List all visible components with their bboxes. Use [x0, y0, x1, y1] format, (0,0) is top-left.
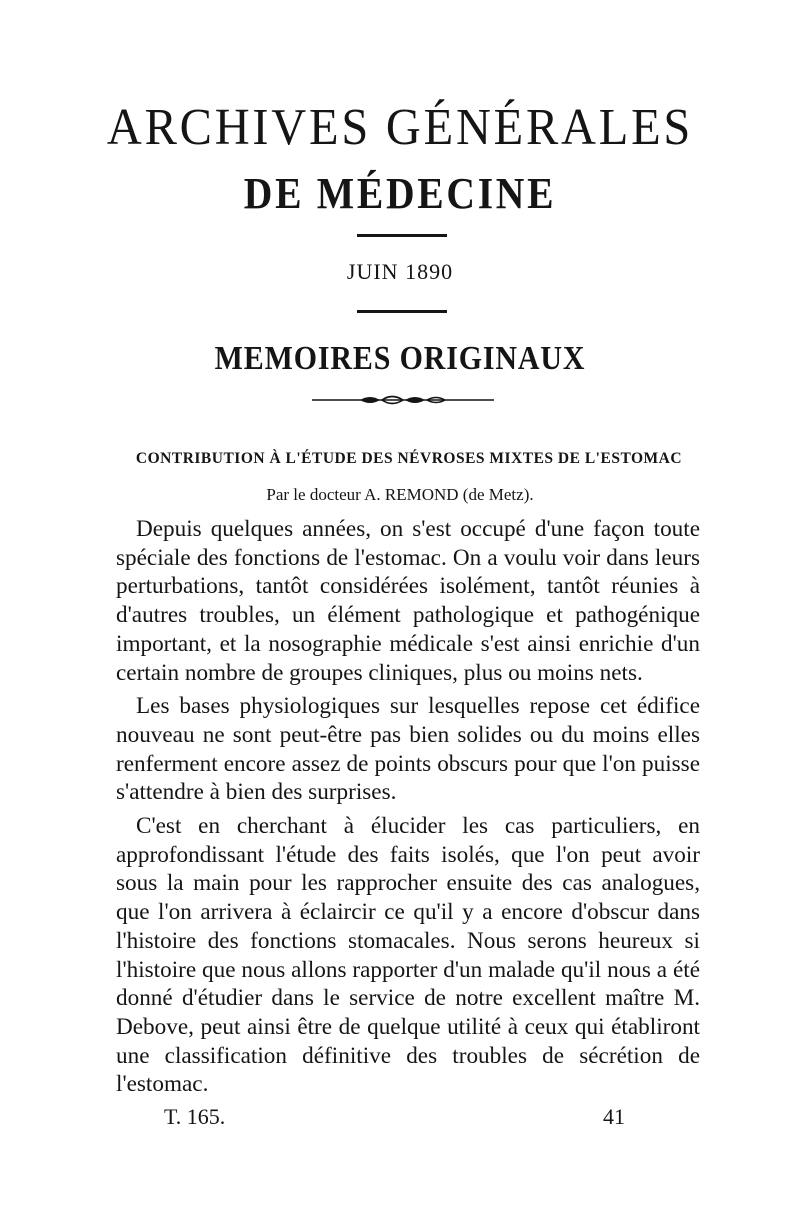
body-paragraph: Les bases physiologiques sur lesquelles repose cet édifice nouveau ne sont peut-être pas bien solides ou du moins elles renferment encore assez de points obscurs pour que l'on puisse s'attendre à bien des surprises.: [116, 693, 700, 806]
body-paragraph: C'est en cherchant à élucider les cas particuliers, en approfondissant l'étude des faits isolés, que l'on peut avoir sous la main pour les rapprocher ensuite des cas analogues, que l'on arrivera à éclaircir ce qu'il y a encore d'obscur dans l'histoire des fonctions stomacales. Nous serons heureux si l'histoire que nous allons rapporter d'un malade qu'il nous a été donné d'étudier dans le service de notre excellent maître M. Debove, peut ainsi être de quelque utilité à ceux qui établiront une classification définitive des troubles de sécrétion de l'estomac.: [116, 813, 700, 1098]
journal-title: ARCHIVES GÉNÉRALES: [106, 99, 694, 156]
article-body: [116, 515, 700, 1104]
article-title: CONTRIBUTION À L'ÉTUDE DES NÉVROSES MIXTES DE L'ESTOMAC: [135, 450, 683, 467]
body-paragraph: Depuis quelques années, on s'est occupé d'une façon toute spéciale des fonctions de l'estomac. On a voulu voir dans leurs perturbations, tantôt considérées isolément, tantôt réunies à d'autres troubles, un élément pathologique et pathogénique important, et la nosographie médicale s'est ainsi enrichie d'un certain nombre de groupes cliniques, plus ou moins nets.: [116, 516, 700, 686]
article-byline: Par le docteur A. REMOND (de Metz).: [266, 485, 534, 504]
top-divider-rule: [357, 234, 447, 237]
footer-volume: T. 165.: [164, 1104, 226, 1129]
issue-date: JUIN 1890: [346, 259, 454, 284]
bottom-divider-rule: [357, 310, 447, 313]
section-title: MEMOIRES ORIGINAUX: [214, 340, 586, 377]
page-number: 41: [603, 1104, 625, 1129]
ornamental-divider: [312, 392, 494, 408]
journal-subtitle: DE MÉDECINE: [243, 169, 557, 218]
